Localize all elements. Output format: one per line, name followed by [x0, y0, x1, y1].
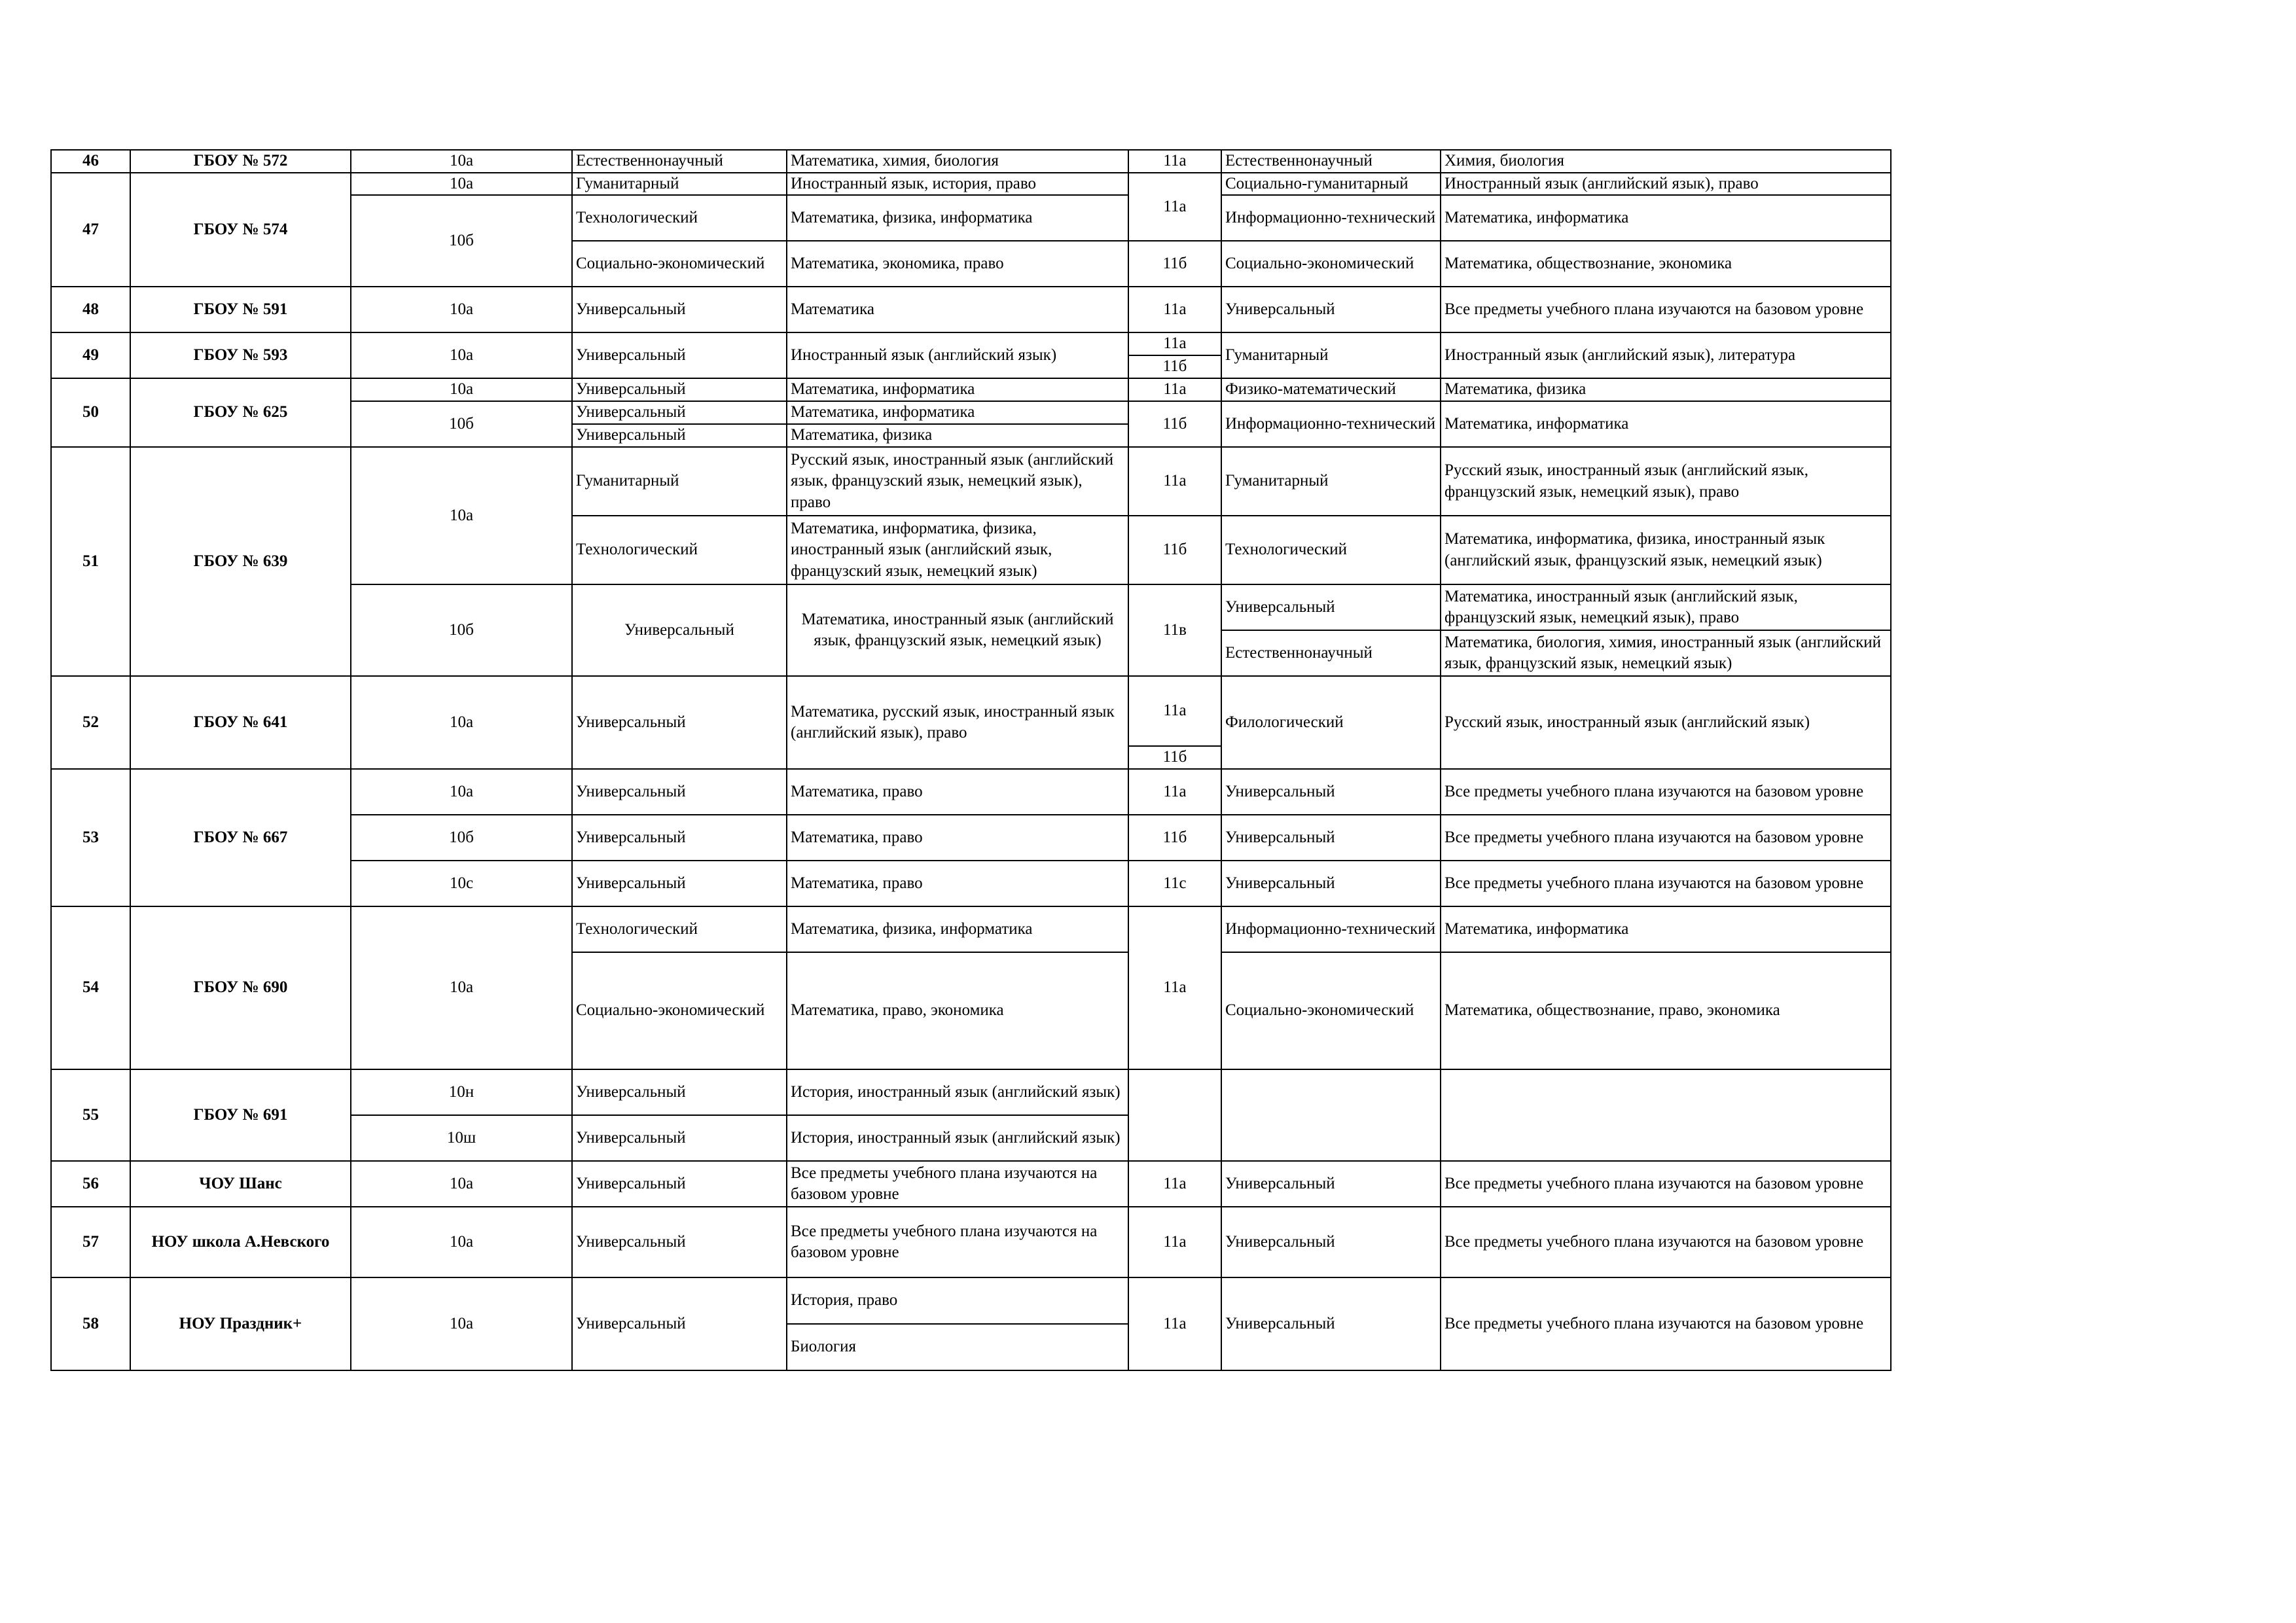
grade-10-profile: Универсальный [572, 287, 787, 332]
row-number: 48 [51, 287, 130, 332]
grade-11-subjects: Математика, информатика [1441, 906, 1891, 952]
grade-10-profile: Универсальный [572, 1115, 787, 1161]
grade-10-profile: Универсальный [572, 1277, 787, 1370]
table-row [51, 1277, 1891, 1324]
grade-10-profile: Универсальный [572, 676, 787, 769]
grade-11-class: 11а [1128, 676, 1221, 746]
grade-10-class: 10а [351, 287, 572, 332]
grade-10-profile: Универсальный [572, 378, 787, 401]
grade-11-subjects-empty [1441, 1069, 1891, 1161]
grade-11-profile: Универсальный [1221, 769, 1441, 815]
row-number: 54 [51, 906, 130, 1069]
grade-10-profile: Универсальный [572, 332, 787, 378]
school-name: ГБОУ № 593 [130, 332, 351, 378]
grade-11-profile: Универсальный [1221, 287, 1441, 332]
grade-10-class: 10а [351, 447, 572, 584]
grade-10-profile: Гуманитарный [572, 447, 787, 516]
grade-11-profile: Универсальный [1221, 1161, 1441, 1207]
grade-11-class-empty [1128, 1069, 1221, 1161]
grade-11-profile: Технологический [1221, 516, 1441, 584]
grade-10-profile: Универсальный [572, 815, 787, 861]
grade-11-subjects: Математика, обществознание, экономика [1441, 241, 1891, 287]
school-profiles-table [50, 149, 1892, 1371]
grade-11-subjects: Русский язык, иностранный язык (английский язык) [1441, 676, 1891, 769]
grade-10-subjects: Математика, физика, информатика [787, 195, 1128, 241]
grade-10-class: 10а [351, 769, 572, 815]
grade-10-profile: Универсальный [572, 1207, 787, 1277]
grade-11-class: 11с [1128, 861, 1221, 906]
grade-10-class: 10а [351, 906, 572, 1069]
grade-10-profile: Универсальный [572, 861, 787, 906]
row-number: 55 [51, 1069, 130, 1161]
grade-11-subjects: Химия, биология [1441, 150, 1891, 173]
row-number: 52 [51, 676, 130, 769]
grade-11-subjects: Иностранный язык (английский язык), литература [1441, 332, 1891, 378]
grade-11-profile: Универсальный [1221, 584, 1441, 630]
grade-10-subjects: Математика, химия, биология [787, 150, 1128, 173]
grade-10-profile: Универсальный [572, 584, 787, 676]
grade-11-class: 11а [1128, 1277, 1221, 1370]
grade-10-subjects: Математика, право, экономика [787, 952, 1128, 1069]
grade-11-class: 11а [1128, 150, 1221, 173]
grade-10-subjects: Математика, русский язык, иностранный язык (английский язык), право [787, 676, 1128, 769]
school-name: ГБОУ № 690 [130, 906, 351, 1069]
table-row [51, 1207, 1891, 1277]
grade-10-profile: Универсальный [572, 1161, 787, 1207]
grade-11-class: 11а [1128, 1207, 1221, 1277]
grade-10-class: 10б [351, 401, 572, 447]
grade-10-class: 10а [351, 1277, 572, 1370]
row-number: 50 [51, 378, 130, 447]
grade-11-class: 11а [1128, 769, 1221, 815]
table-row [51, 447, 1891, 516]
grade-11-subjects: Математика, обществознание, право, экономика [1441, 952, 1891, 1069]
grade-10-profile: Универсальный [572, 424, 787, 447]
grade-10-class: 10с [351, 861, 572, 906]
grade-10-profile: Естественнонаучный [572, 150, 787, 173]
grade-10-subjects: Математика, физика, информатика [787, 906, 1128, 952]
school-name: НОУ школа А.Невского [130, 1207, 351, 1277]
grade-10-profile: Универсальный [572, 769, 787, 815]
table-row [51, 332, 1891, 355]
grade-11-class: 11б [1128, 355, 1221, 378]
grade-11-profile: Информационно-технический [1221, 906, 1441, 952]
grade-10-class: 10а [351, 150, 572, 173]
grade-11-subjects: Математика, информатика, физика, иностранный язык (английский язык, французский язык, немецкий язык) [1441, 516, 1891, 584]
grade-11-class: 11б [1128, 746, 1221, 769]
grade-11-profile: Универсальный [1221, 815, 1441, 861]
table-row [51, 1069, 1891, 1115]
grade-11-profile: Гуманитарный [1221, 447, 1441, 516]
grade-10-profile: Гуманитарный [572, 173, 787, 196]
grade-11-class: 11а [1128, 447, 1221, 516]
grade-10-class: 10а [351, 378, 572, 401]
grade-11-class: 11б [1128, 516, 1221, 584]
grade-11-subjects: Математика, физика [1441, 378, 1891, 401]
grade-11-subjects: Все предметы учебного плана изучаются на базовом уровне [1441, 1277, 1891, 1370]
grade-10-profile: Социально-экономический [572, 241, 787, 287]
table-row [51, 150, 1891, 173]
grade-10-profile: Универсальный [572, 1069, 787, 1115]
grade-11-class: 11а [1128, 173, 1221, 241]
row-number: 49 [51, 332, 130, 378]
row-number: 57 [51, 1207, 130, 1277]
school-name: ГБОУ № 641 [130, 676, 351, 769]
row-number: 51 [51, 447, 130, 676]
grade-10-subjects: Математика, информатика [787, 401, 1128, 424]
school-name: ГБОУ № 591 [130, 287, 351, 332]
grade-11-subjects: Все предметы учебного плана изучаются на базовом уровне [1441, 1161, 1891, 1207]
table-row [51, 676, 1891, 746]
school-name: ГБОУ № 691 [130, 1069, 351, 1161]
grade-11-profile: Социально-экономический [1221, 952, 1441, 1069]
school-name: НОУ Праздник+ [130, 1277, 351, 1370]
grade-11-profile: Универсальный [1221, 861, 1441, 906]
grade-11-profile-empty [1221, 1069, 1441, 1161]
grade-11-class: 11б [1128, 815, 1221, 861]
grade-10-subjects: Математика, право [787, 815, 1128, 861]
table-row [51, 1161, 1891, 1207]
grade-10-class: 10б [351, 195, 572, 287]
grade-11-subjects: Математика, информатика [1441, 401, 1891, 447]
grade-11-profile: Информационно-технический [1221, 195, 1441, 241]
grade-10-subjects: Математика, информатика, физика, иностранный язык (английский язык, французский язык, немецкий язык) [787, 516, 1128, 584]
school-name: ЧОУ Шанс [130, 1161, 351, 1207]
grade-10-class: 10а [351, 676, 572, 769]
grade-10-class: 10б [351, 815, 572, 861]
grade-11-profile: Социально-гуманитарный [1221, 173, 1441, 196]
grade-11-profile: Физико-математический [1221, 378, 1441, 401]
row-number: 56 [51, 1161, 130, 1207]
grade-11-subjects: Все предметы учебного плана изучаются на базовом уровне [1441, 287, 1891, 332]
grade-10-subjects: Математика [787, 287, 1128, 332]
grade-11-profile: Естественнонаучный [1221, 150, 1441, 173]
school-name: ГБОУ № 572 [130, 150, 351, 173]
grade-11-subjects: Все предметы учебного плана изучаются на базовом уровне [1441, 815, 1891, 861]
grade-10-class: 10а [351, 1161, 572, 1207]
grade-10-class: 10а [351, 1207, 572, 1277]
table-row [51, 769, 1891, 815]
grade-10-class: 10а [351, 173, 572, 196]
grade-10-subjects: Математика, экономика, право [787, 241, 1128, 287]
grade-11-subjects: Все предметы учебного плана изучаются на базовом уровне [1441, 769, 1891, 815]
grade-11-profile: Информационно-технический [1221, 401, 1441, 447]
grade-11-class: 11б [1128, 241, 1221, 287]
grade-11-class: 11а [1128, 378, 1221, 401]
grade-10-subjects: Все предметы учебного плана изучаются на базовом уровне [787, 1161, 1128, 1207]
grade-11-profile: Универсальный [1221, 1277, 1441, 1370]
table-row [51, 906, 1891, 952]
grade-11-subjects: Математика, иностранный язык (английский язык, французский язык, немецкий язык), право [1441, 584, 1891, 630]
grade-10-subjects: Математика, право [787, 861, 1128, 906]
grade-10-subjects: Математика, информатика [787, 378, 1128, 401]
grade-11-subjects: Математика, биология, химия, иностранный язык (английский язык, французский язык, немецкий язык) [1441, 630, 1891, 676]
table-row [51, 378, 1891, 401]
grade-11-profile: Естественнонаучный [1221, 630, 1441, 676]
table-row [51, 287, 1891, 332]
grade-10-class: 10а [351, 332, 572, 378]
grade-10-profile: Технологический [572, 906, 787, 952]
grade-11-subjects: Русский язык, иностранный язык (английский язык, французский язык, немецкий язык), право [1441, 447, 1891, 516]
grade-11-class: 11а [1128, 287, 1221, 332]
row-number: 53 [51, 769, 130, 906]
school-name: ГБОУ № 667 [130, 769, 351, 906]
grade-11-class: 11в [1128, 584, 1221, 676]
grade-10-class: 10ш [351, 1115, 572, 1161]
grade-10-subjects: Русский язык, иностранный язык (английский язык, французский язык, немецкий язык), право [787, 447, 1128, 516]
grade-11-subjects: Все предметы учебного плана изучаются на базовом уровне [1441, 861, 1891, 906]
row-number: 58 [51, 1277, 130, 1370]
school-name: ГБОУ № 639 [130, 447, 351, 676]
grade-10-subjects: Биология [787, 1324, 1128, 1370]
school-name: ГБОУ № 574 [130, 173, 351, 287]
grade-11-class: 11а [1128, 332, 1221, 355]
grade-10-subjects: Иностранный язык (английский язык) [787, 332, 1128, 378]
grade-11-subjects: Все предметы учебного плана изучаются на базовом уровне [1441, 1207, 1891, 1277]
grade-11-profile: Социально-экономический [1221, 241, 1441, 287]
grade-10-subjects: История, иностранный язык (английский язык) [787, 1115, 1128, 1161]
grade-10-subjects: Иностранный язык, история, право [787, 173, 1128, 196]
grade-10-subjects: История, иностранный язык (английский язык) [787, 1069, 1128, 1115]
grade-10-subjects: История, право [787, 1277, 1128, 1324]
grade-10-class: 10н [351, 1069, 572, 1115]
grade-10-profile: Универсальный [572, 401, 787, 424]
grade-11-class: 11а [1128, 1161, 1221, 1207]
grade-10-subjects: Математика, физика [787, 424, 1128, 447]
grade-11-profile: Филологический [1221, 676, 1441, 769]
grade-10-subjects: Все предметы учебного плана изучаются на базовом уровне [787, 1207, 1128, 1277]
row-number: 46 [51, 150, 130, 173]
grade-10-profile: Технологический [572, 195, 787, 241]
grade-10-profile: Социально-экономический [572, 952, 787, 1069]
school-name: ГБОУ № 625 [130, 378, 351, 447]
grade-11-subjects: Математика, информатика [1441, 195, 1891, 241]
table-row [51, 173, 1891, 196]
grade-11-class: 11а [1128, 906, 1221, 1069]
grade-10-subjects: Математика, право [787, 769, 1128, 815]
grade-11-subjects: Иностранный язык (английский язык), право [1441, 173, 1891, 196]
grade-10-profile: Технологический [572, 516, 787, 584]
grade-11-profile: Гуманитарный [1221, 332, 1441, 378]
grade-10-class: 10б [351, 584, 572, 676]
grade-11-class: 11б [1128, 401, 1221, 447]
grade-11-profile: Универсальный [1221, 1207, 1441, 1277]
grade-10-subjects: Математика, иностранный язык (английский язык, французский язык, немецкий язык) [787, 584, 1128, 676]
row-number: 47 [51, 173, 130, 287]
